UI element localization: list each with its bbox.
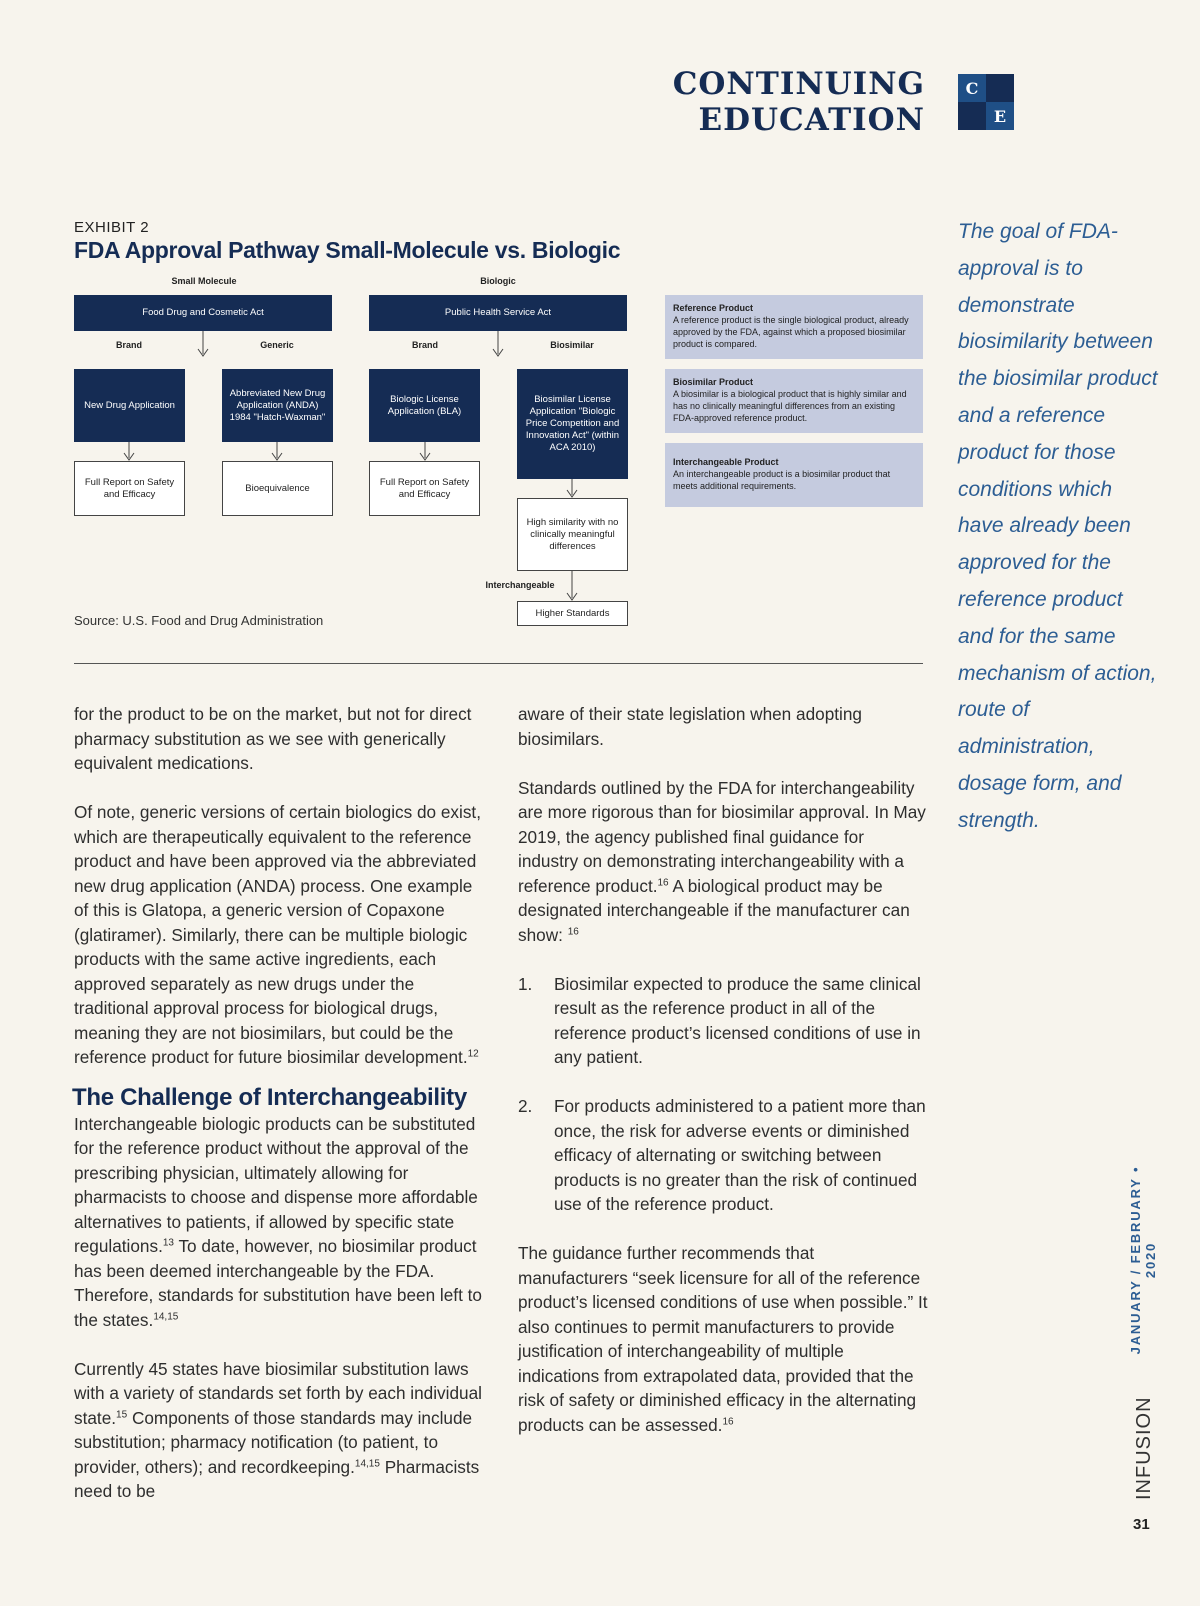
nda-result-box: Full Report on Safety and Efficacy [74, 461, 185, 516]
legend-term: Biosimilar Product [673, 377, 754, 387]
ref: 14,15 [354, 1457, 380, 1469]
paragraph: aware of their state legislation when adopting biosimilars. [518, 704, 862, 749]
paragraph: Standards outlined by the FDA for interchangeability are more rigorous than for biosimilar approval. In May 2019, the agency published final guidance for industry on demonstrating interchangeability with a reference product.$^{16}$ A biological product may be designated interchangeable if the manufacturer can show: $^{16}$ [518, 777, 926, 945]
page-number: 31 [1133, 1516, 1150, 1533]
badge-letter-c: C [958, 74, 986, 102]
paragraph: Interchangeable biologic products can be substituted for the reference product without the approval of the prescribing physician, ultimately allowing for pharmacists to choose and dispense more affordable alternatives to patients, if allowed by specific state regulations.$^{13}$ To date, however, no biosimilar product has been deemed interchangeable by the FDA. Therefore, standards for substitution have been left to the states.$^{14,15}$ [74, 1113, 482, 1330]
biosimilar-license-box: Biosimilar License Application "Biologic Price Competition and Innovation Act" (within ACA 2010) [517, 369, 628, 479]
legend-biosimilar-product [665, 369, 923, 433]
biologic-heading: Biologic [480, 276, 516, 286]
ref: 13 [162, 1237, 174, 1249]
ref: 16 [567, 925, 579, 937]
magazine-logo: INFUSION [1133, 1396, 1155, 1500]
list-item [518, 972, 928, 1070]
ref: 15 [116, 1408, 128, 1420]
issue-date: JANUARY / FEBRUARY • 2020 [1128, 1165, 1158, 1355]
high-similarity-box: High similarity with no clinically meaningful differences [517, 498, 628, 571]
list-number: 2. [518, 1096, 533, 1116]
exhibit-label: EXHIBIT 2 [74, 219, 150, 236]
legend-term: Reference Product [673, 303, 754, 313]
ref: 14,15 [153, 1310, 179, 1322]
paragraph: The guidance further recommends that manufacturers “seek licensure for all of the reference product’s licensed conditions of use when possible.” It also continues to permit manufacturers to provide justification of interchangeability of multiple indications from extrapolated data, provided that the risk of safety or diminished efficacy in the alternating products can be assessed.$^{16}$ [518, 1243, 928, 1435]
interchangeable-label: Interchangeable [485, 580, 555, 590]
ref: 16 [657, 876, 669, 888]
paragraph: Currently 45 states have biosimilar substitution laws with a variety of standards set forth by each individual state.$^{15}$ Components of those standards may include substitution; pharmacy notification (to patient, to provider, others); and recordkeeping.$^{14,15}$ Pharmacists need to be [74, 1358, 482, 1501]
left-column [74, 702, 489, 1528]
ref: 12 [467, 1048, 479, 1060]
pull-quote: The goal of FDA-approval is to demonstrate biosimilarity between the biosimilar product and a reference product for those conditions which have already been approved for the reference product and for the same mechanism of action, route of administration, dosage form, and strength. [958, 220, 1158, 832]
paragraph: for the product to be on the market, but not for direct pharmacy substitution as we see with generically equivalent medications. [74, 704, 472, 773]
list-text: Biosimilar expected to produce the same clinical result as the reference product in all of the reference product’s licensed conditions of use in any patient. [554, 973, 921, 1067]
section-title: CONTINUING EDUCATION [672, 66, 925, 138]
exhibit-title: FDA Approval Pathway Small-Molecule vs. Biologic [74, 237, 621, 263]
anda-box: Abbreviated New Drug Application (ANDA) 1984 "Hatch-Waxman" [222, 369, 333, 442]
bla-result-box: Full Report on Safety and Efficacy [369, 461, 480, 516]
brand-label: Brand [115, 340, 142, 350]
fdc-act-box: Food Drug and Cosmetic Act [74, 295, 332, 331]
legend-interchangeable-product [665, 443, 923, 507]
paragraph: Of note, generic versions of certain biologics do exist, which are therapeutically equivalent to the reference product and have been approved via the abbreviated new drug application (ANDA) process. One example of this is Glatopa, a generic version of Copaxone (glatiramer). Similarly, there can be multiple biologic products with the same active ingredients, each approved separately as new drugs under the traditional approval process for biological drugs, meaning they are not biosimilars, but could be the reference product for future biosimilar development.$^{12}$ [74, 802, 481, 1067]
higher-standards-box: Higher Standards [517, 601, 628, 626]
ref: 16 [722, 1415, 734, 1427]
generic-label: Generic [260, 340, 294, 350]
list-item [518, 1094, 928, 1217]
list-text: For products administered to a patient more than once, the risk for adverse events or diminished efficacy of alternating or switching between products is no greater than the risk of continued use of the reference product. [554, 1096, 926, 1214]
nda-box: New Drug Application [74, 369, 185, 442]
section-heading: The Challenge of Interchangeability [72, 1083, 467, 1111]
exhibit-source: Source: U.S. Food and Drug Administration [74, 613, 324, 628]
bla-box: Biologic License Application (BLA) [369, 369, 480, 442]
legend-reference-product [665, 295, 923, 359]
right-column [518, 702, 928, 1462]
phs-act-box: Public Health Service Act [369, 295, 627, 331]
bioequivalence-box: Bioequivalence [222, 461, 333, 516]
list-number: 1. [518, 973, 533, 994]
legend-definition: An interchangeable product is a biosimilar product that meets additional requirements. [673, 469, 891, 491]
biosimilar-label: Biosimilar [550, 340, 594, 350]
legend-definition: A reference product is the single biological product, already approved by the FDA, against which a proposed biosimilar product is compared. [673, 315, 909, 349]
small-molecule-heading: Small Molecule [171, 276, 237, 286]
badge-letter-e: E [986, 102, 1014, 130]
brand-label: Brand [411, 340, 438, 350]
legend-term: Interchangeable Product [673, 457, 779, 467]
legend-definition: A biosimilar is a biological product that is highly similar and has no clinically meaningful differences from an existing FDA-approved reference product. [673, 389, 907, 423]
divider [74, 663, 923, 664]
